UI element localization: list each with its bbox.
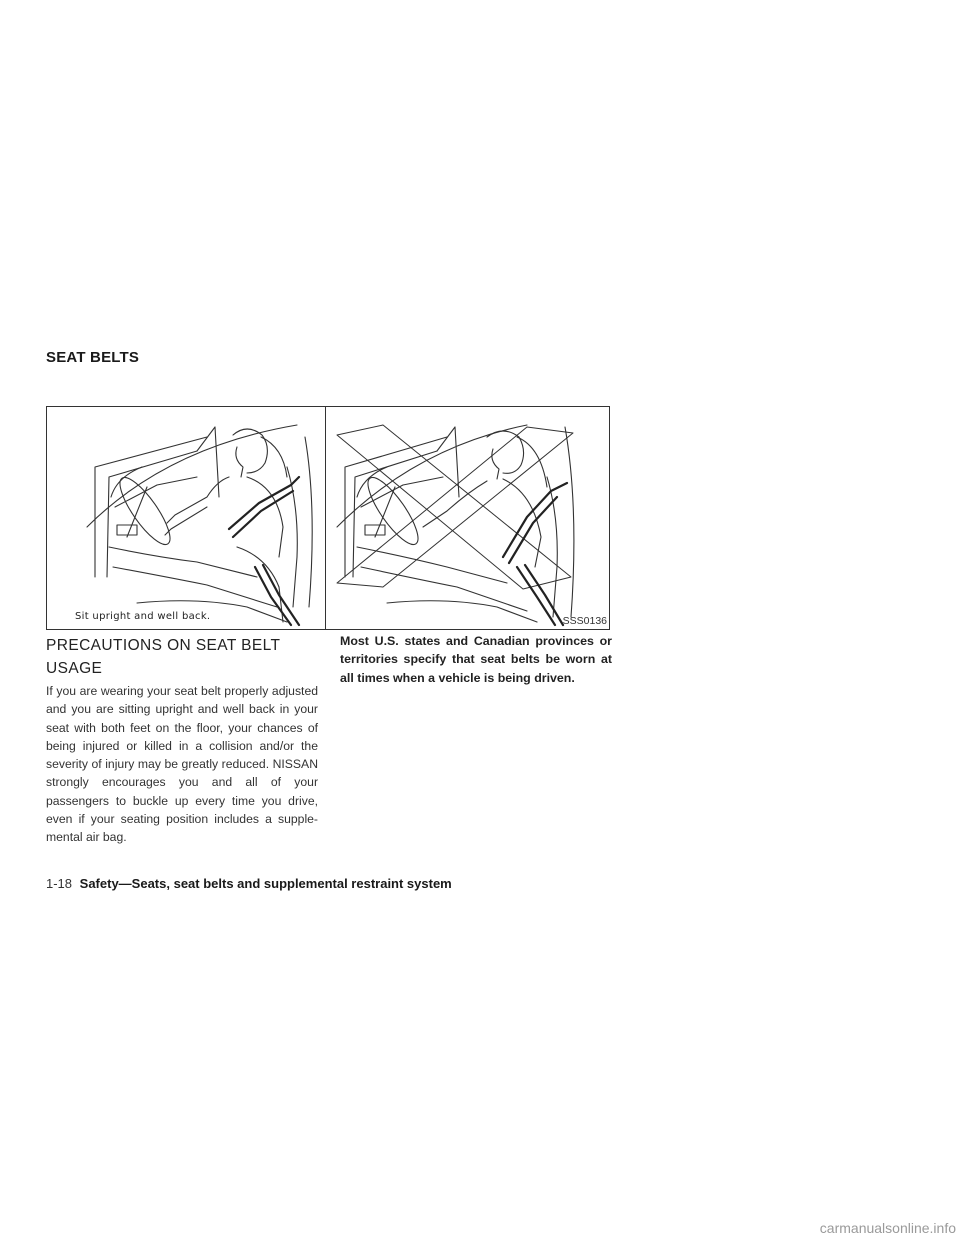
incorrect-posture-drawing <box>337 425 574 622</box>
figure-caption: Sit upright and well back. <box>75 611 211 622</box>
page-number: 1-18 <box>46 876 73 891</box>
section-heading: PRECAUTIONS ON SEAT BELT USAGE <box>46 637 281 677</box>
seat-posture-figure <box>46 406 610 630</box>
body-paragraph: If you are wearing your seat belt properly adjusted and you are sitting upright and well back in your seat with both feet on the floor, your chances of being injured or killed in a collision and/or the severity of injury may be greatly reduced. NISSAN strongly encourages you and all of your passengers to buckle up every time you drive, even if your seating position includes a supple-mental air bag. <box>46 684 318 845</box>
seat-posture-illustration <box>47 407 609 629</box>
bold-notice: Most U.S. states and Canadian provinces or territories specify that seat belts be worn at all times when a vehicle is being driven. <box>340 634 612 685</box>
watermark: carmanualsonline.info <box>819 1220 956 1236</box>
chapter-title: Safety—Seats, seat belts and supplemental restraint system <box>79 876 452 891</box>
figure-divider <box>325 407 326 629</box>
page-footer <box>46 876 452 891</box>
section-title: SEAT BELTS <box>46 349 140 366</box>
figure-code: SSS0136 <box>562 615 607 627</box>
